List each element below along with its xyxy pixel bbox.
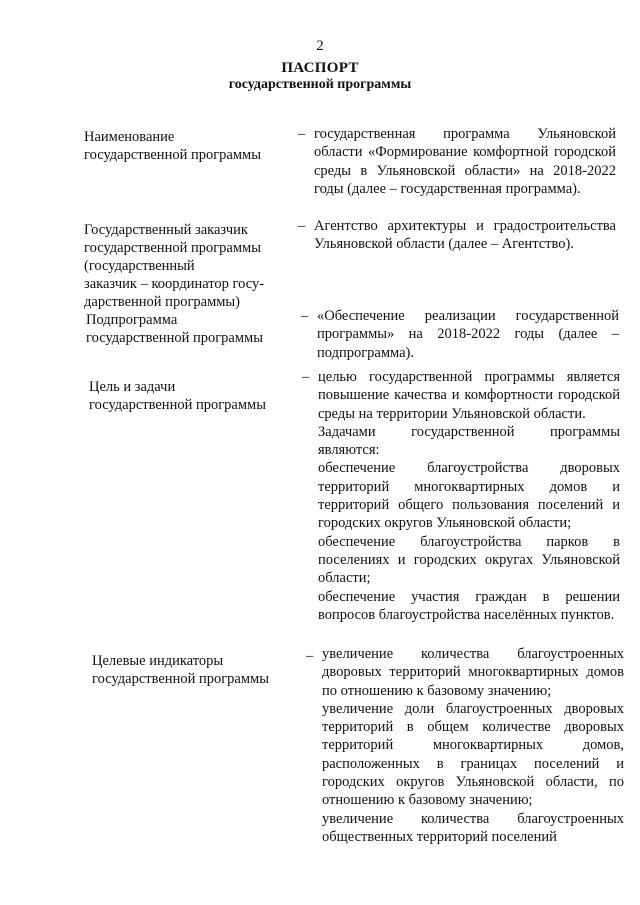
- document-subtitle: государственной программы: [228, 77, 412, 92]
- row-label: Государственный заказчик государственной программы (государственный заказчик – координатор госу- дарственной программы): [84, 222, 265, 310]
- row-dash: –: [298, 218, 306, 234]
- row-dash: –: [301, 308, 309, 324]
- row-label: Подпрограмма государственной программы: [86, 312, 263, 346]
- row-dash: –: [306, 648, 314, 664]
- row-dash: –: [298, 126, 306, 142]
- row-dash: –: [302, 369, 310, 385]
- row-content: Агентство архитектуры и градостроительства Ульяновской области (далее – Агентство).: [314, 218, 616, 253]
- row-content: целью государственной программы является повышение качества и комфортности городской среды на территории Ульяновской области. Задачами государственной программы являются: обеспечение благоустройства дворовых территорий многоквартирных домов и территорий общего пользования поселений и городских округов Ульяновской области; обеспечение благоустройства парков в поселениях и городских округах Ульяновской области; обеспечение участия граждан в решении вопросов благоустройства населённых пунктов.: [318, 369, 620, 623]
- document-title: ПАСПОРТ: [281, 60, 359, 76]
- row-content: «Обеспечение реализации государственной программы» на 2018-2022 годы (далее – подпрограмма).: [317, 308, 619, 361]
- row-label: Целевые индикаторы государственной программы: [92, 653, 269, 687]
- row-content: государственная программа Ульяновской области «Формирование комфортной городской среды в Ульяновской области» на 2018-2022 годы (далее – государственная программа).: [314, 126, 616, 197]
- row-label: Цель и задачи государственной программы: [89, 379, 266, 413]
- page-number: 2: [316, 38, 324, 54]
- row-content: увеличение количества благоустроенных дворовых территорий многоквартирных домов по отношению к базовому значению; увеличение доли благоустроенных дворовых территорий в общем количестве дворовых территорий многоквартирных домов, расположенных в границах поселений и городских округов Ульяновской области, по отношению к базовому значению; увеличение количества благоустроенных общественных территорий поселений: [322, 646, 624, 845]
- row-label: Наименование государственной программы: [84, 129, 261, 163]
